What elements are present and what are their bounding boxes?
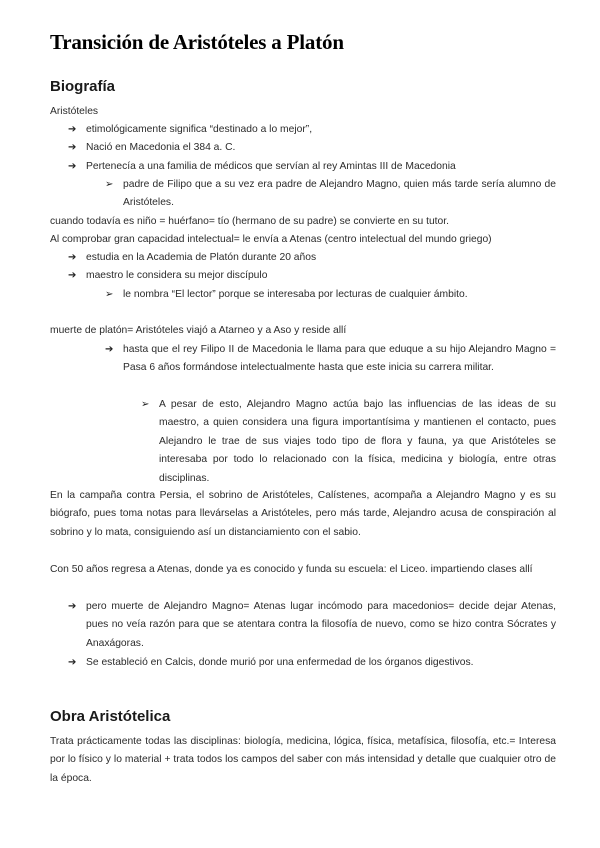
arrowhead-bullet-icon: ➢ [105, 179, 114, 190]
arrow-bullet-icon: ➔ [68, 142, 77, 153]
paragraph-muerte-platon: muerte de platón= Aristóteles viajó a Atarneo y a Aso y reside allí [50, 325, 347, 336]
paragraph-persia: En la campaña contra Persia, el sobrino de Aristóteles, Calístenes, acompaña a Alejandro Magno y es su biógrafo, pues toma notas para llevárselas a Aristóteles, pero más tarde, Alejandro acusa de conspiración al sobrino y lo mata, consiguiendo así un distanciamiento con el sabio. [50, 490, 556, 538]
arrow-bullet-icon: ➔ [68, 657, 77, 668]
bullet-calcis: ➔ Se estableció en Calcis, donde murió por una enfermedad de los órganos digestivos. [86, 654, 556, 672]
bullet-discipulo: ➔ maestro le considera su mejor discípulo [86, 267, 556, 285]
bullet-familia: ➔ Pertenecía a una familia de médicos que servían al rey Amintas III de Macedonia [86, 158, 556, 176]
arrow-bullet-icon: ➔ [105, 344, 114, 355]
arrow-bullet-icon: ➔ [68, 270, 77, 281]
subject-line: Aristóteles [50, 106, 99, 117]
paragraph-liceo: Con 50 años regresa a Atenas, donde ya es conocido y funda su escuela: el Liceo. impartiendo clases allí [50, 564, 533, 575]
arrow-bullet-icon: ➔ [68, 124, 77, 135]
bullet-filipo-ii: ➔ hasta que el rey Filipo II de Macedonia le llama para que eduque a su hijo Alejandro Magno = Pasa 6 años formándose intelectualmente hasta que este inicia su carrera militar. [123, 341, 556, 378]
heading-obra: Obra Aristótelica [50, 708, 171, 725]
subbullet-lector: ➢ le nombra “El lector” porque se interesaba por lecturas de cualquier ámbito. [123, 286, 556, 304]
bullet-nacimiento: ➔ Nació en Macedonia el 384 a. C. [86, 139, 556, 157]
arrowhead-bullet-icon: ➢ [105, 289, 114, 300]
arrow-bullet-icon: ➔ [68, 601, 77, 612]
bullet-academia: ➔ estudia en la Academia de Platón durante 20 años [86, 249, 556, 267]
arrowhead-bullet-icon: ➢ [141, 399, 150, 410]
arrow-bullet-icon: ➔ [68, 161, 77, 172]
subbullet-alejandro: ➢ A pesar de esto, Alejandro Magno actúa bajo las influencias de las ideas de su maestro, a quien considera una figura importantísima y mantienen el contacto, pues Alejandro le trae de sus viajes todo tipo de flora y fauna, ya que Aristóteles se interesaba por todo lo relacionado con la física, medicina y biología, entre otras disciplinas. [159, 396, 556, 488]
arrow-bullet-icon: ➔ [68, 252, 77, 263]
bullet-etimologia: ➔ etimológicamente significa “destinado a lo mejor”, [86, 121, 556, 139]
document-title: Transición de Aristóteles a Platón [50, 30, 344, 54]
paragraph-atenas: Al comprobar gran capacidad intelectual= le envía a Atenas (centro intelectual del mundo griego) [50, 234, 492, 245]
paragraph-huerfano: cuando todavía es niño = huérfano= tío (hermano de su padre) se convierte en su tutor. [50, 216, 449, 227]
heading-biografia: Biografía [50, 78, 116, 95]
subbullet-filipo: ➢ padre de Filipo que a su vez era padre de Alejandro Magno, quien más tarde sería alumno de Aristóteles. [123, 176, 556, 213]
bullet-muerte-alejandro: ➔ pero muerte de Alejandro Magno= Atenas lugar incómodo para macedonios= decide dejar Atenas, pues no veía razón para que se atentara contra la filosofía de nuevo, como se hizo contra Sócrates y Anaxágoras. [86, 598, 556, 653]
paragraph-obra: Trata prácticamente todas las disciplinas: biología, medicina, lógica, física, metafísica, filosofía, etc.= Interesa por lo físico y lo material + trata todos los campos del saber con más intensidad y detalle que cualquier otro de la época. [50, 736, 556, 784]
